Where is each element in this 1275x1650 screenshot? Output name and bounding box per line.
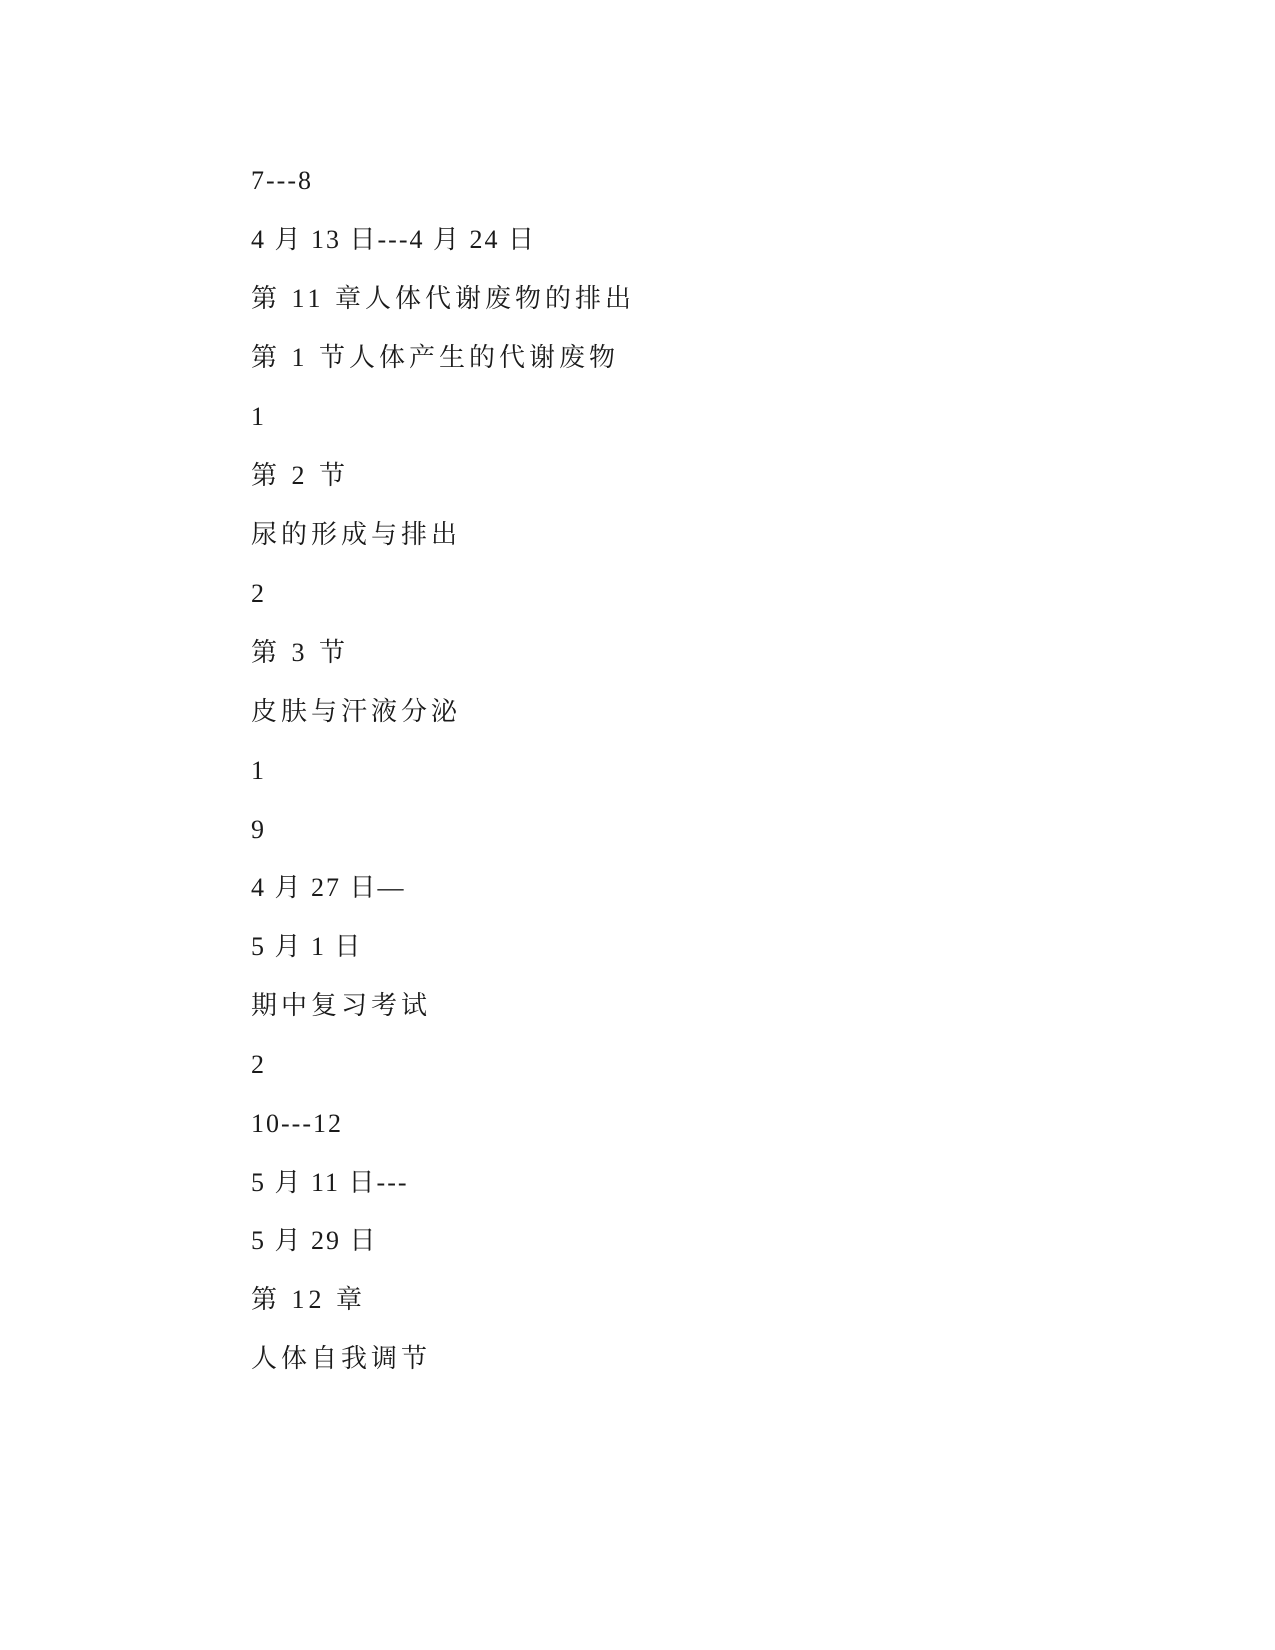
section-number: 第 2 节 [251, 461, 350, 490]
section-title: 皮肤与汗液分泌 [251, 697, 462, 726]
week-range: 10---12 [251, 1109, 343, 1138]
hours-count: 1 [251, 402, 266, 431]
section-number: 第 3 节 [251, 638, 350, 667]
date-range-start: 5 月 11 日--- [251, 1168, 409, 1197]
section-title: 尿的形成与排出 [251, 520, 462, 549]
exam-title: 期中复习考试 [251, 991, 432, 1020]
section-title: 第 1 节人体产生的代谢废物 [251, 343, 620, 372]
chapter-title: 第 11 章人体代谢废物的排出 [251, 284, 636, 313]
hours-count: 2 [251, 579, 266, 608]
chapter-number: 第 12 章 [251, 1285, 367, 1314]
hours-count: 1 [251, 756, 266, 785]
date-range-end: 5 月 1 日 [251, 932, 363, 961]
chapter-title: 人体自我调节 [251, 1344, 432, 1373]
date-range: 4 月 13 日---4 月 24 日 [251, 225, 536, 254]
date-range-end: 5 月 29 日 [251, 1226, 378, 1255]
hours-count: 2 [251, 1050, 266, 1079]
week-range: 7---8 [251, 166, 313, 195]
week-number: 9 [251, 815, 266, 844]
date-range-start: 4 月 27 日— [251, 873, 406, 902]
